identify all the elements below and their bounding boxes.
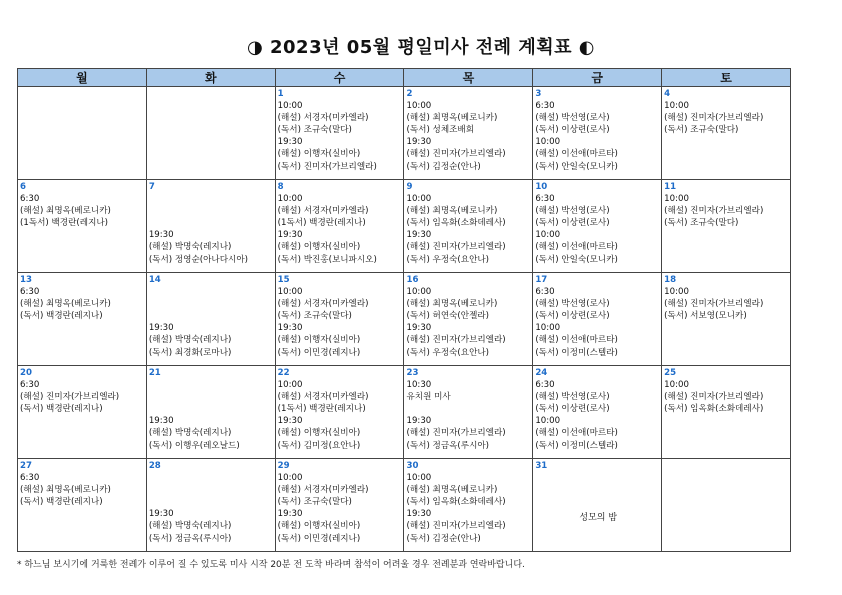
schedule-line: 10:00: [406, 194, 432, 205]
schedule-line: 6:30: [535, 101, 555, 112]
schedule-line: 19:30: [148, 230, 174, 241]
day-content: [147, 459, 275, 545]
schedule-line: 10:00: [406, 101, 432, 112]
schedule-line: 6:30: [20, 380, 40, 391]
schedule-line: [149, 286, 275, 298]
schedule-line: 6:30: [20, 473, 40, 484]
schedule-line: (해설) 박선영(로사): [535, 299, 610, 310]
schedule-line: (해설) 진미자(가브리엘라): [406, 521, 506, 532]
schedule-line: (독서) 임옥화(소화데레사): [406, 218, 506, 229]
schedule-line: (독서) 조규숙(말다): [277, 125, 352, 136]
day-cell: [146, 87, 275, 180]
schedule-line: (1독서) 백경란(레지나): [20, 218, 109, 229]
day-number: 3: [535, 89, 542, 99]
day-content: [662, 180, 790, 229]
day-content: [533, 273, 661, 359]
schedule-line: 10:30: [406, 380, 432, 391]
schedule-line: [149, 205, 275, 217]
schedule-line: (해설) 진미자(가브리엘라): [664, 206, 764, 217]
weekday-header-row: [18, 69, 791, 87]
day-number: 15: [277, 275, 290, 285]
schedule-line: (독서) 이민경(레지나): [277, 533, 361, 544]
schedule-line: (독서) 조규숙(말다): [277, 497, 352, 508]
day-number: 1: [277, 89, 284, 99]
schedule-line: (독서) 진미자(가브리엘라): [277, 161, 377, 172]
day-number: 2: [406, 89, 413, 99]
day-content: [533, 366, 661, 452]
day-cell: [18, 87, 147, 180]
day-number: 24: [535, 368, 548, 378]
day-number: 9: [406, 182, 413, 192]
day-content: [276, 87, 404, 173]
schedule-line: (해설) 최명옥(베로니카): [406, 485, 498, 496]
day-content: [147, 180, 275, 266]
schedule-line: (해설) 이선애(마르타): [535, 242, 618, 253]
schedule-line: 10:00: [664, 380, 689, 391]
week-row: [18, 87, 791, 180]
schedule-line: 19:30: [277, 137, 303, 148]
schedule-line: 10:00: [535, 416, 561, 427]
week-row: [18, 366, 791, 459]
day-content: [18, 87, 146, 88]
schedule-line: 유치원 미사: [406, 392, 451, 403]
day-cell: [404, 273, 533, 366]
day-content: [18, 366, 146, 415]
schedule-line: (독서) 이행우(레오날드): [148, 440, 240, 451]
schedule-line: (독서) 조규숙(말다): [277, 311, 352, 322]
schedule-line: [149, 193, 275, 205]
schedule-line: 10:00: [277, 101, 303, 112]
weekday-header: 월: [18, 69, 147, 87]
schedule-line: (독서) 서보영(모니카): [664, 311, 747, 322]
day-content: [276, 180, 404, 266]
day-number: 7: [148, 182, 155, 192]
schedule-line: (독서) 정금옥(루시아): [148, 533, 232, 544]
day-number: 18: [664, 275, 677, 285]
day-number: 11: [664, 182, 677, 192]
schedule-line: 19:30: [406, 509, 432, 520]
schedule-line: (해설) 박명숙(레지나): [148, 242, 232, 253]
day-content: [276, 366, 404, 452]
schedule-line: (독서) 김정순(안나): [406, 533, 481, 544]
schedule-line: (해설) 이행자(실비아): [277, 242, 361, 253]
schedule-line: (독서) 박진홍(보니파시오): [277, 254, 377, 265]
schedule-line: [149, 403, 275, 415]
page-title: ◑ 2023년 05월 평일미사 전례 계획표 ◐: [247, 37, 595, 58]
day-cell: [533, 366, 662, 459]
schedule-line: (해설) 최명옥(베로니카): [20, 299, 111, 310]
schedule-line: (독서) 이정미(스텔라): [535, 347, 618, 358]
schedule-line: (독서) 이민경(레지나): [277, 347, 361, 358]
weekday-header: 금: [533, 69, 662, 87]
day-content: [404, 273, 532, 359]
schedule-line: 6:30: [535, 287, 555, 298]
day-number: 14: [148, 275, 161, 285]
schedule-line: (독서) 이정미(스텔라): [535, 440, 618, 451]
calendar-table: [17, 68, 791, 552]
day-content: [662, 87, 790, 136]
day-cell: [533, 180, 662, 273]
schedule-line: (독서) 최경화(로마나): [148, 347, 232, 358]
day-cell: [146, 459, 275, 552]
day-cell: [404, 87, 533, 180]
day-content: [18, 180, 146, 229]
schedule-line: (해설) 진미자(가브리엘라): [664, 392, 764, 403]
day-number: 13: [20, 275, 32, 285]
day-content: [533, 87, 661, 173]
schedule-line: (해설) 최명옥(베로니카): [406, 299, 498, 310]
day-number: 17: [535, 275, 548, 285]
day-content: [404, 180, 532, 266]
schedule-line: (해설) 이행자(실비아): [277, 149, 361, 160]
schedule-line: (1독서) 백경란(레지나): [277, 218, 366, 229]
schedule-line: (독서) 안일숙(모니카): [535, 254, 618, 265]
schedule-line: (1독서) 백경란(레지나): [277, 404, 366, 415]
schedule-line: 10:00: [664, 101, 689, 112]
day-content: [18, 459, 146, 508]
schedule-line: (독서) 백경란(레지나): [20, 311, 103, 322]
schedule-line: (독서) 백경란(레지나): [20, 404, 103, 415]
day-number: 22: [277, 368, 290, 378]
day-cell: [275, 273, 404, 366]
day-number: 6: [20, 182, 26, 192]
day-cell: [533, 87, 662, 180]
schedule-line: (독서) 우정숙(요안나): [406, 254, 490, 265]
schedule-line: 10:00: [406, 473, 432, 484]
day-cell: [146, 366, 275, 459]
day-number: 20: [20, 368, 32, 378]
day-number: 28: [148, 461, 161, 471]
day-cell: [146, 180, 275, 273]
schedule-line: (해설) 진미자(가브리엘라): [664, 113, 764, 124]
schedule-line: [149, 298, 275, 310]
schedule-line: 10:00: [535, 323, 561, 334]
day-cell: [533, 459, 662, 552]
schedule-line: (해설) 서경자(미카엘라): [277, 392, 369, 403]
schedule-line: (독서) 조규숙(말다): [664, 125, 739, 136]
day-content: [276, 459, 404, 545]
day-number: 30: [406, 461, 419, 471]
schedule-line: [149, 496, 275, 508]
weekday-header: 화: [146, 69, 275, 87]
schedule-line: (독서) 정영순(아나다시아): [148, 254, 248, 265]
schedule-line: 6:30: [535, 380, 555, 391]
day-number: 29: [277, 461, 290, 471]
day-number: 4: [664, 89, 671, 99]
schedule-line: [149, 217, 275, 229]
schedule-line: (독서) 이상련(로사): [535, 125, 610, 136]
schedule-line: (해설) 최명옥(베로니카): [406, 206, 498, 217]
schedule-line: 6:30: [535, 194, 555, 205]
schedule-line: (해설) 박선영(로사): [535, 206, 610, 217]
schedule-line: (해설) 진미자(가브리엘라): [20, 392, 120, 403]
day-cell: [662, 459, 791, 552]
day-cell: [18, 180, 147, 273]
day-number: 27: [20, 461, 32, 471]
schedule-line: 10:00: [535, 230, 561, 241]
day-number: 21: [148, 368, 161, 378]
schedule-line: 19:30: [277, 509, 303, 520]
day-number: 16: [406, 275, 419, 285]
schedule-line: (독서) 조규숙(말다): [664, 218, 739, 229]
day-content: [147, 87, 275, 88]
schedule-line: [149, 310, 275, 322]
day-cell: [18, 273, 147, 366]
schedule-line: (해설) 박선영(로사): [535, 113, 610, 124]
schedule-line: 10:00: [664, 287, 689, 298]
day-cell: [404, 180, 533, 273]
schedule-line: (해설) 최명옥(베로니카): [406, 113, 498, 124]
schedule-line: 19:30: [148, 323, 174, 334]
schedule-line: (해설) 진미자(가브리엘라): [406, 149, 506, 160]
footnote: * 하느님 보시기에 거룩한 전례가 이루어 질 수 있도록 미사 시작 20분 전 도착 바라며 참석이 어려울 경우 전례분과 연락바랍니다.: [17, 560, 525, 570]
day-content: [533, 459, 661, 524]
day-cell: [533, 273, 662, 366]
schedule-line: [149, 379, 275, 391]
schedule-line: (독서) 정금옥(루시아): [406, 440, 490, 451]
schedule-line: (해설) 진미자(가브리엘라): [406, 428, 506, 439]
day-content: [147, 273, 275, 359]
schedule-line: (해설) 이선애(마르타): [535, 335, 618, 346]
schedule-line: 10:00: [277, 473, 303, 484]
schedule-line: (해설) 서경자(미카엘라): [277, 485, 369, 496]
schedule-line: 19:30: [406, 137, 432, 148]
day-content: [404, 366, 532, 452]
day-cell: [662, 87, 791, 180]
day-number: 10: [535, 182, 548, 192]
schedule-line: (독서) 이상련(로사): [535, 311, 610, 322]
schedule-line: 19:30: [406, 416, 432, 427]
schedule-line: 19:30: [148, 509, 174, 520]
schedule-line: 19:30: [406, 230, 432, 241]
schedule-line: (해설) 박선영(로사): [535, 392, 610, 403]
day-cell: [662, 180, 791, 273]
schedule-line: (해설) 이행자(실비아): [277, 521, 361, 532]
day-content: [404, 87, 532, 173]
day-content: [147, 366, 275, 452]
schedule-line: [149, 472, 275, 484]
schedule-line: 10:00: [664, 194, 689, 205]
schedule-line: (해설) 최명옥(베로니카): [20, 485, 111, 496]
day-cell: [275, 180, 404, 273]
day-cell: [404, 459, 533, 552]
schedule-line: (독서) 우정숙(요안나): [406, 347, 490, 358]
schedule-line: 19:30: [277, 230, 303, 241]
schedule-line: (독서) 임옥화(소화데레사): [664, 404, 764, 415]
day-cell: [275, 366, 404, 459]
schedule-line: (해설) 박명숙(레지나): [148, 521, 232, 532]
week-row: [18, 180, 791, 273]
schedule-line: (독서) 안일숙(모니카): [535, 161, 618, 172]
day-content: [404, 459, 532, 545]
schedule-line: (해설) 이행자(실비아): [277, 428, 361, 439]
day-content: [662, 366, 790, 415]
schedule-line: (해설) 최명옥(베로니카): [20, 206, 111, 217]
weekday-header: 목: [404, 69, 533, 87]
day-content: [533, 180, 661, 266]
day-content: [18, 273, 146, 322]
schedule-line: 19:30: [277, 323, 303, 334]
schedule-line: (해설) 서경자(미카엘라): [277, 113, 369, 124]
schedule-line: 6:30: [20, 194, 40, 205]
day-cell: [146, 273, 275, 366]
schedule-line: (해설) 박명숙(레지나): [148, 428, 232, 439]
day-content: [662, 459, 790, 460]
day-number: 23: [406, 368, 419, 378]
schedule-line: 10:00: [535, 137, 561, 148]
schedule-line: (독서) 백경란(레지나): [20, 497, 103, 508]
schedule-line: (해설) 서경자(미카엘라): [277, 206, 369, 217]
schedule-line: (독서) 허연숙(안젤라): [406, 311, 490, 322]
schedule-line: 10:00: [277, 194, 303, 205]
schedule-line: (해설) 서경자(미카엘라): [277, 299, 369, 310]
schedule-line: (해설) 이선애(마르타): [535, 428, 618, 439]
schedule-line: 10:00: [277, 380, 303, 391]
day-cell: [18, 459, 147, 552]
week-row: [18, 273, 791, 366]
schedule-line: 10:00: [277, 287, 303, 298]
day-number: 8: [277, 182, 284, 192]
day-cell: [18, 366, 147, 459]
weekday-header: 토: [662, 69, 791, 87]
schedule-line: [149, 391, 275, 403]
event-note: 성모의 밤: [579, 513, 618, 524]
schedule-line: 6:30: [20, 287, 40, 298]
schedule-line: (독서) 이상련(로사): [535, 218, 610, 229]
schedule-line: (독서) 이상련(로사): [535, 404, 610, 415]
day-cell: [275, 87, 404, 180]
day-cell: [404, 366, 533, 459]
schedule-line: (독서) 김정순(안나): [406, 161, 481, 172]
schedule-line: 19:30: [148, 416, 174, 427]
day-number: 25: [664, 368, 677, 378]
schedule-line: (독서) 김미정(요안나): [277, 440, 361, 451]
schedule-line: (해설) 진미자(가브리엘라): [406, 335, 506, 346]
weekday-header: 수: [275, 69, 404, 87]
day-content: [276, 273, 404, 359]
schedule-line: (독서) 성체조배회: [406, 125, 475, 136]
day-content: [662, 273, 790, 322]
schedule-line: [149, 484, 275, 496]
schedule-line: [406, 403, 532, 415]
schedule-line: (해설) 진미자(가브리엘라): [664, 299, 764, 310]
day-number: 31: [535, 461, 548, 471]
day-cell: [275, 459, 404, 552]
schedule-line: (해설) 이행자(실비아): [277, 335, 361, 346]
schedule-line: (해설) 진미자(가브리엘라): [406, 242, 506, 253]
day-cell: [662, 273, 791, 366]
schedule-line: 10:00: [406, 287, 432, 298]
schedule-line: (해설) 박명숙(레지나): [148, 335, 232, 346]
schedule-line: 19:30: [406, 323, 432, 334]
day-cell: [662, 366, 791, 459]
schedule-line: (독서) 임옥화(소화데레사): [406, 497, 506, 508]
week-row: [18, 459, 791, 552]
schedule-line: 19:30: [277, 416, 303, 427]
schedule-line: (해설) 이선애(마르타): [535, 149, 618, 160]
